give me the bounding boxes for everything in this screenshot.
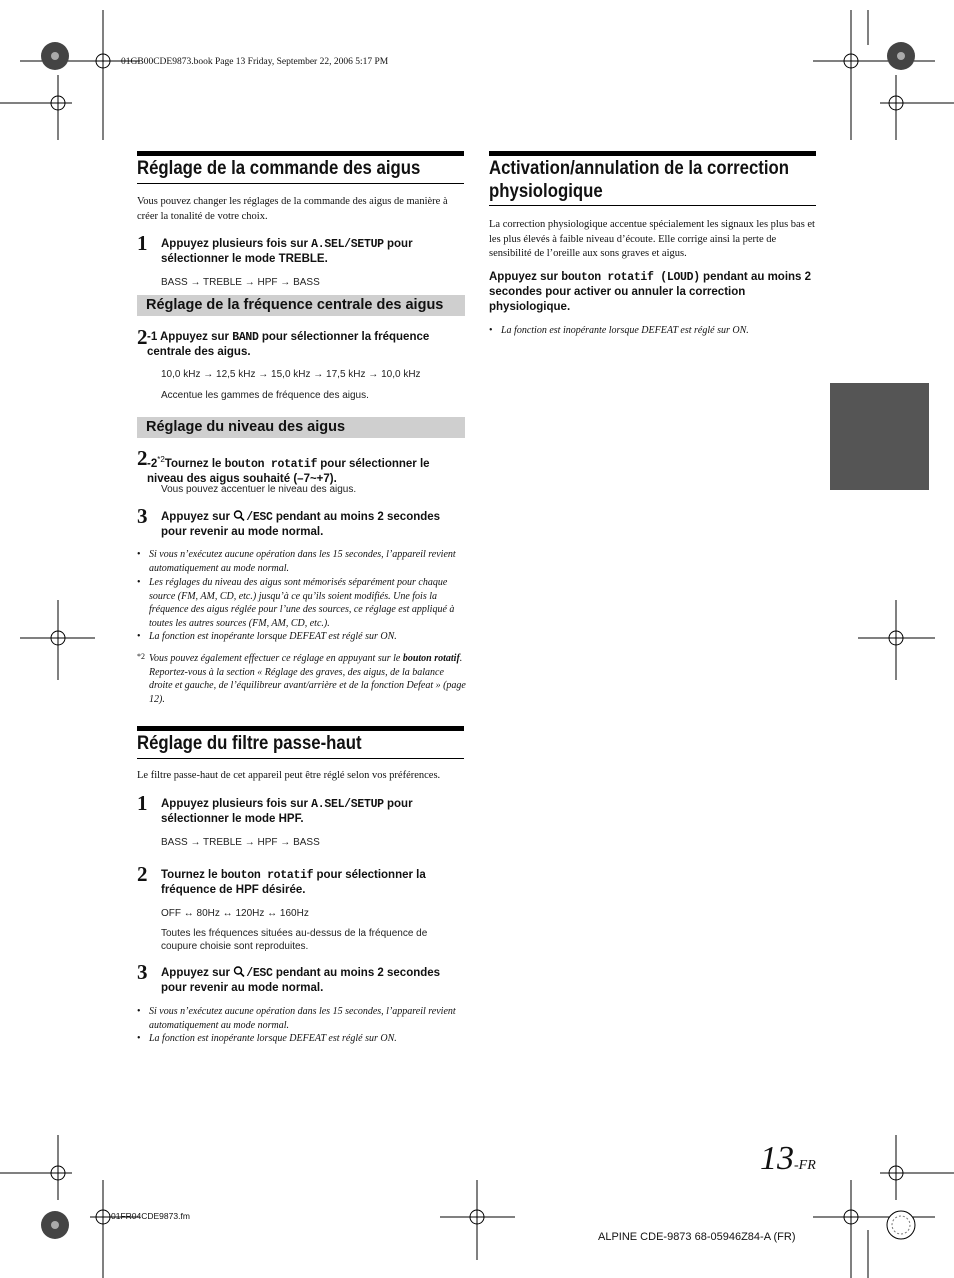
step-suffix: -1 <box>147 331 158 343</box>
bullet-text: La fonction est inopérante lorsque DEFEAT est réglé sur ON. <box>149 1033 397 1044</box>
step-text: pour sélectionner la fréquence de HPF désirée. <box>161 869 426 896</box>
section-rule <box>137 726 464 731</box>
step-note: Accentue les gammes de fréquence des aigus. <box>161 390 369 401</box>
section-title: Réglage du filtre passe-haut <box>137 732 362 754</box>
bullet-text: Si vous n’exécutez aucune opération dans les 15 secondes, l’appareil revient automatiquement au mode normal. <box>149 549 456 574</box>
section-rule <box>137 151 464 156</box>
footnote <box>137 652 467 706</box>
bullet-note: • Si vous n’exécutez aucune opération dans les 15 secondes, l’appareil revient automatiquement au mode normal. <box>137 549 456 574</box>
control-name: bouton rotatif <box>220 869 314 882</box>
section-underline <box>137 758 464 759</box>
step-text: pendant au moins 2 secondes pour revenir au mode normal. <box>161 967 441 994</box>
subsection-title: Réglage de la fréquence centrale des aigus <box>137 295 465 316</box>
footnote-ref: *2 <box>157 455 165 464</box>
step-number: 1 <box>137 791 148 815</box>
step-instruction <box>147 452 467 487</box>
step-number: 2 <box>137 325 148 349</box>
control-name: bouton rotatif (LOUD) <box>561 271 700 284</box>
step-text: Appuyez sur <box>489 271 562 283</box>
step-number: 3 <box>137 504 148 528</box>
section-title: Réglage de la commande des aigus <box>137 157 421 179</box>
search-icon <box>233 966 246 977</box>
step-text: Appuyez sur <box>161 967 234 979</box>
step-instruction <box>147 330 467 360</box>
bullet-note: • La fonction est inopérante lorsque DEFEAT est réglé sur ON. <box>137 631 397 642</box>
section-underline <box>489 205 816 206</box>
bullet-note: • Si vous n’exécutez aucune opération dans les 15 secondes, l’appareil revient automatiquement au mode normal. <box>137 1006 456 1031</box>
section-rule <box>489 151 816 156</box>
mode-sequence: BASS → TREBLE → HPF → BASS <box>161 837 320 848</box>
step-text: pour sélectionner le niveau des aigus souhaité (–7~+7). <box>147 457 430 485</box>
step-instruction <box>161 237 461 267</box>
step-number: 1 <box>137 231 148 255</box>
footnote-text: . Reportez-vous à la section « Réglage des graves, des aigus, de la balance droite et gauche, de l’équilibreur avant/arrière et de la fonction Defeat » (page 12). <box>149 653 466 705</box>
page-number <box>760 1140 816 1178</box>
step-number: 2 <box>137 446 148 470</box>
step-text: pour sélectionner le mode TREBLE. <box>161 238 413 265</box>
step-note: Toutes les fréquences situées au-dessus de la fréquence de coupure choisie sont reproduites. <box>161 928 428 952</box>
footer-file: 01FR04CDE9873.fm <box>111 1211 190 1221</box>
step-text: Appuyez plusieurs fois sur <box>161 798 312 810</box>
step-text: pendant au moins 2 secondes pour activer ou annuler la correction physiologique. <box>489 271 812 313</box>
step-text: Tournez le <box>164 457 225 470</box>
bullet-text: La fonction est inopérante lorsque DEFEAT est réglé sur ON. <box>149 631 397 642</box>
section-title: Activation/annulation de la correction physiologique <box>489 157 790 202</box>
step-suffix: -2 <box>147 457 158 470</box>
section-tab <box>830 383 929 490</box>
control-name: bouton rotatif <box>224 457 318 471</box>
search-icon <box>233 510 246 521</box>
step-text: pour sélectionner la fréquence centrale des aigus. <box>147 331 430 358</box>
bullet-text: Si vous n’exécutez aucune opération dans les 15 secondes, l’appareil revient automatiquement au mode normal. <box>149 1006 456 1031</box>
button-name: /ESC <box>246 511 273 524</box>
step-text: Tournez le <box>161 869 221 881</box>
step-number: 2 <box>137 862 148 886</box>
button-name: A.SEL/SETUP <box>311 798 384 811</box>
footnote-bold: bouton rotatif <box>402 653 460 664</box>
footer-model: ALPINE CDE-9873 68-05946Z84-A (FR) <box>598 1231 796 1243</box>
button-name: BAND <box>232 331 259 344</box>
step-note: Vous pouvez accentuer le niveau des aigus. <box>161 484 357 495</box>
button-name: A.SEL/SETUP <box>311 238 384 251</box>
bullet-text: La fonction est inopérante lorsque DEFEAT est réglé sur ON. <box>501 325 749 336</box>
instruction <box>489 270 819 315</box>
step-number: 3 <box>137 960 148 984</box>
step-text: pour sélectionner le mode HPF. <box>161 798 413 825</box>
step-text: Appuyez sur <box>161 511 234 523</box>
button-name: /ESC <box>246 967 273 980</box>
bullet-text: Les réglages du niveau des aigus sont mémorisés séparément pour chaque source (FM, AM, CD, etc.) jusqu’à ce qu’ils soient modifiés. Une fois la fréquence des aigus réglée pour l’une des sources, ce réglage est appliqué à toutes les autres sources (FM, AM, CD, etc.). <box>149 577 455 629</box>
step-instruction <box>161 797 461 827</box>
frequency-sequence: 10,0 kHz → 12,5 kHz → 15,0 kHz → 17,5 kHz → 10,0 kHz <box>161 369 421 380</box>
step-instruction <box>161 868 461 898</box>
bullet-note: • Les réglages du niveau des aigus sont mémorisés séparément pour chaque source (FM, AM, CD, etc.) jusqu’à ce qu’ils soient modifiés. Une fois la fréquence des aigus réglée pour l’une des sources, ce réglage est appliqué à toutes les autres sources (FM, AM, CD, etc.). <box>137 577 455 629</box>
subsection-title: Réglage du niveau des aigus <box>137 417 465 438</box>
section-intro: Le filtre passe-haut de cet appareil peut être réglé selon vos préférences. <box>137 770 441 781</box>
page-language: -FR <box>794 1158 816 1173</box>
hpf-sequence: OFF ↔ 80Hz ↔ 120Hz ↔ 160Hz <box>161 908 309 919</box>
header-file-info: 01GB00CDE9873.book Page 13 Friday, September 22, 2006 5:17 PM <box>121 57 389 67</box>
bullet-note: • La fonction est inopérante lorsque DEFEAT est réglé sur ON. <box>489 325 749 336</box>
step-text: pendant au moins 2 secondes pour revenir au mode normal. <box>161 511 441 538</box>
footnote-mark: *2 <box>137 652 145 661</box>
step-text: Appuyez plusieurs fois sur <box>161 238 312 250</box>
bullet-note: • La fonction est inopérante lorsque DEFEAT est réglé sur ON. <box>137 1033 397 1044</box>
step-instruction <box>161 966 466 996</box>
step-instruction <box>161 510 466 540</box>
footnote-text: Vous pouvez également effectuer ce réglage en appuyant sur le <box>149 653 403 664</box>
section-intro: Vous pouvez changer les réglages de la commande des aigus de manière à créer la tonalité de votre choix. <box>137 196 448 222</box>
page-number-value: 13 <box>760 1140 794 1177</box>
step-text: Appuyez sur <box>157 331 233 343</box>
section-underline <box>137 183 464 184</box>
mode-sequence: BASS → TREBLE → HPF → BASS <box>161 277 320 288</box>
section-intro: La correction physiologique accentue spécialement les signaux les plus bas et les plus élevés à faible niveau d’écoute. Elle corrige ainsi la perte de sensibilité de l’oreille aux sons graves et aigus. <box>489 219 815 259</box>
